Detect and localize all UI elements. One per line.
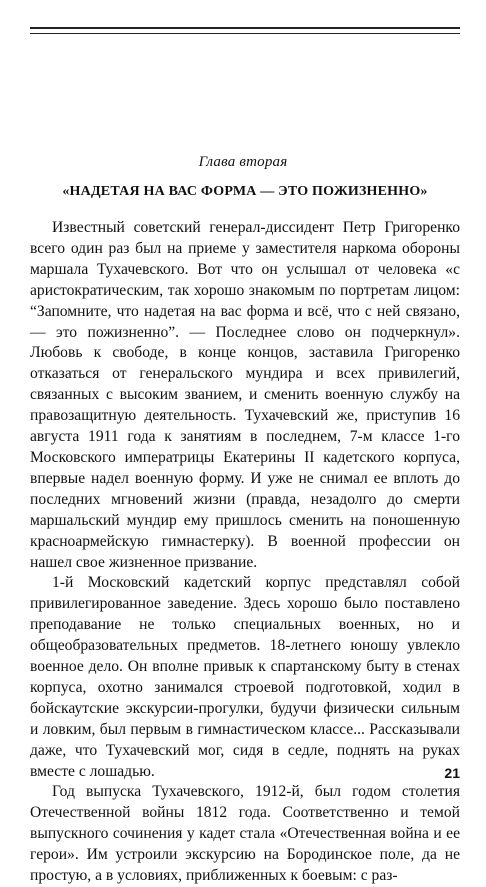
paragraph: 1-й Московский кадетский корпус представлял собой привилегированное заведение. Здесь хорошо было поставлено преподавание не только специальных военных, но и общеобразовательных предметов. 18-летнего юношу увлекло военное дело. Он вполне привык к спартанскому быту в стенах корпуса, охотно занимался строевой подготовкой, ходил в бойскаутские экскурсии-прогулки, будучи физически сильным и ловким, был первым в гимнастическом классе... Рассказывали даже, что Тухачевский мог, сидя в седле, поднять на руках вместе с лошадью. bbox=[30, 574, 460, 780]
chapter-title: «НАДЕТАЯ НА ВАС ФОРМА — ЭТО ПОЖИЗНЕННО» bbox=[62, 184, 428, 199]
page-number: 21 bbox=[444, 765, 460, 781]
paragraph: Год выпуска Тухачевского, 1912-й, был годом столетия Отечественной войны 1812 года. Соответственно и темой выпускного сочинения у кадет стала «Отечественная война и ее герои». Им устроили экскурсию на Бородинское поле, да не простую, а в условиях, приближенных к боевым: с раз- bbox=[30, 783, 460, 885]
header-rule-thin bbox=[30, 33, 460, 34]
chapter-label: Глава вторая bbox=[198, 154, 288, 170]
body-text bbox=[30, 218, 460, 887]
paragraph: Известный советский генерал-диссидент Петр Григоренко всего один раз был на приеме у заместителя наркома обороны маршала Тухачевского. Вот что он услышал от человека «с аристократическим, так хорошо знакомым по портретам лицом: “Запомните, что надетая на вас форма и всё, что с ней связано, — это пожизненно”. — Последнее слово он подчеркнул». Любовь к свободе, в конце концов, заставила Григоренко отказаться от генеральского мундира и всех привилегий, связанных с высоким званием, и сменить военную службу на правозащитную деятельность. Тухачевский же, приступив 16 августа 1911 года к занятиям в последнем, 7-м классе 1-го Московского императрицы Екатерины II кадетского корпуса, впервые надел военную форму. И уже не снимал ее вплоть до последних мгновений жизни (правда, незадолго до смерти маршальский мундир ему пришлось сменить на поношенную красноармейскую гимнастерку). В военной профессии он нашел свое жизненное призвание. bbox=[30, 219, 460, 571]
header-rule-thick bbox=[30, 27, 460, 29]
